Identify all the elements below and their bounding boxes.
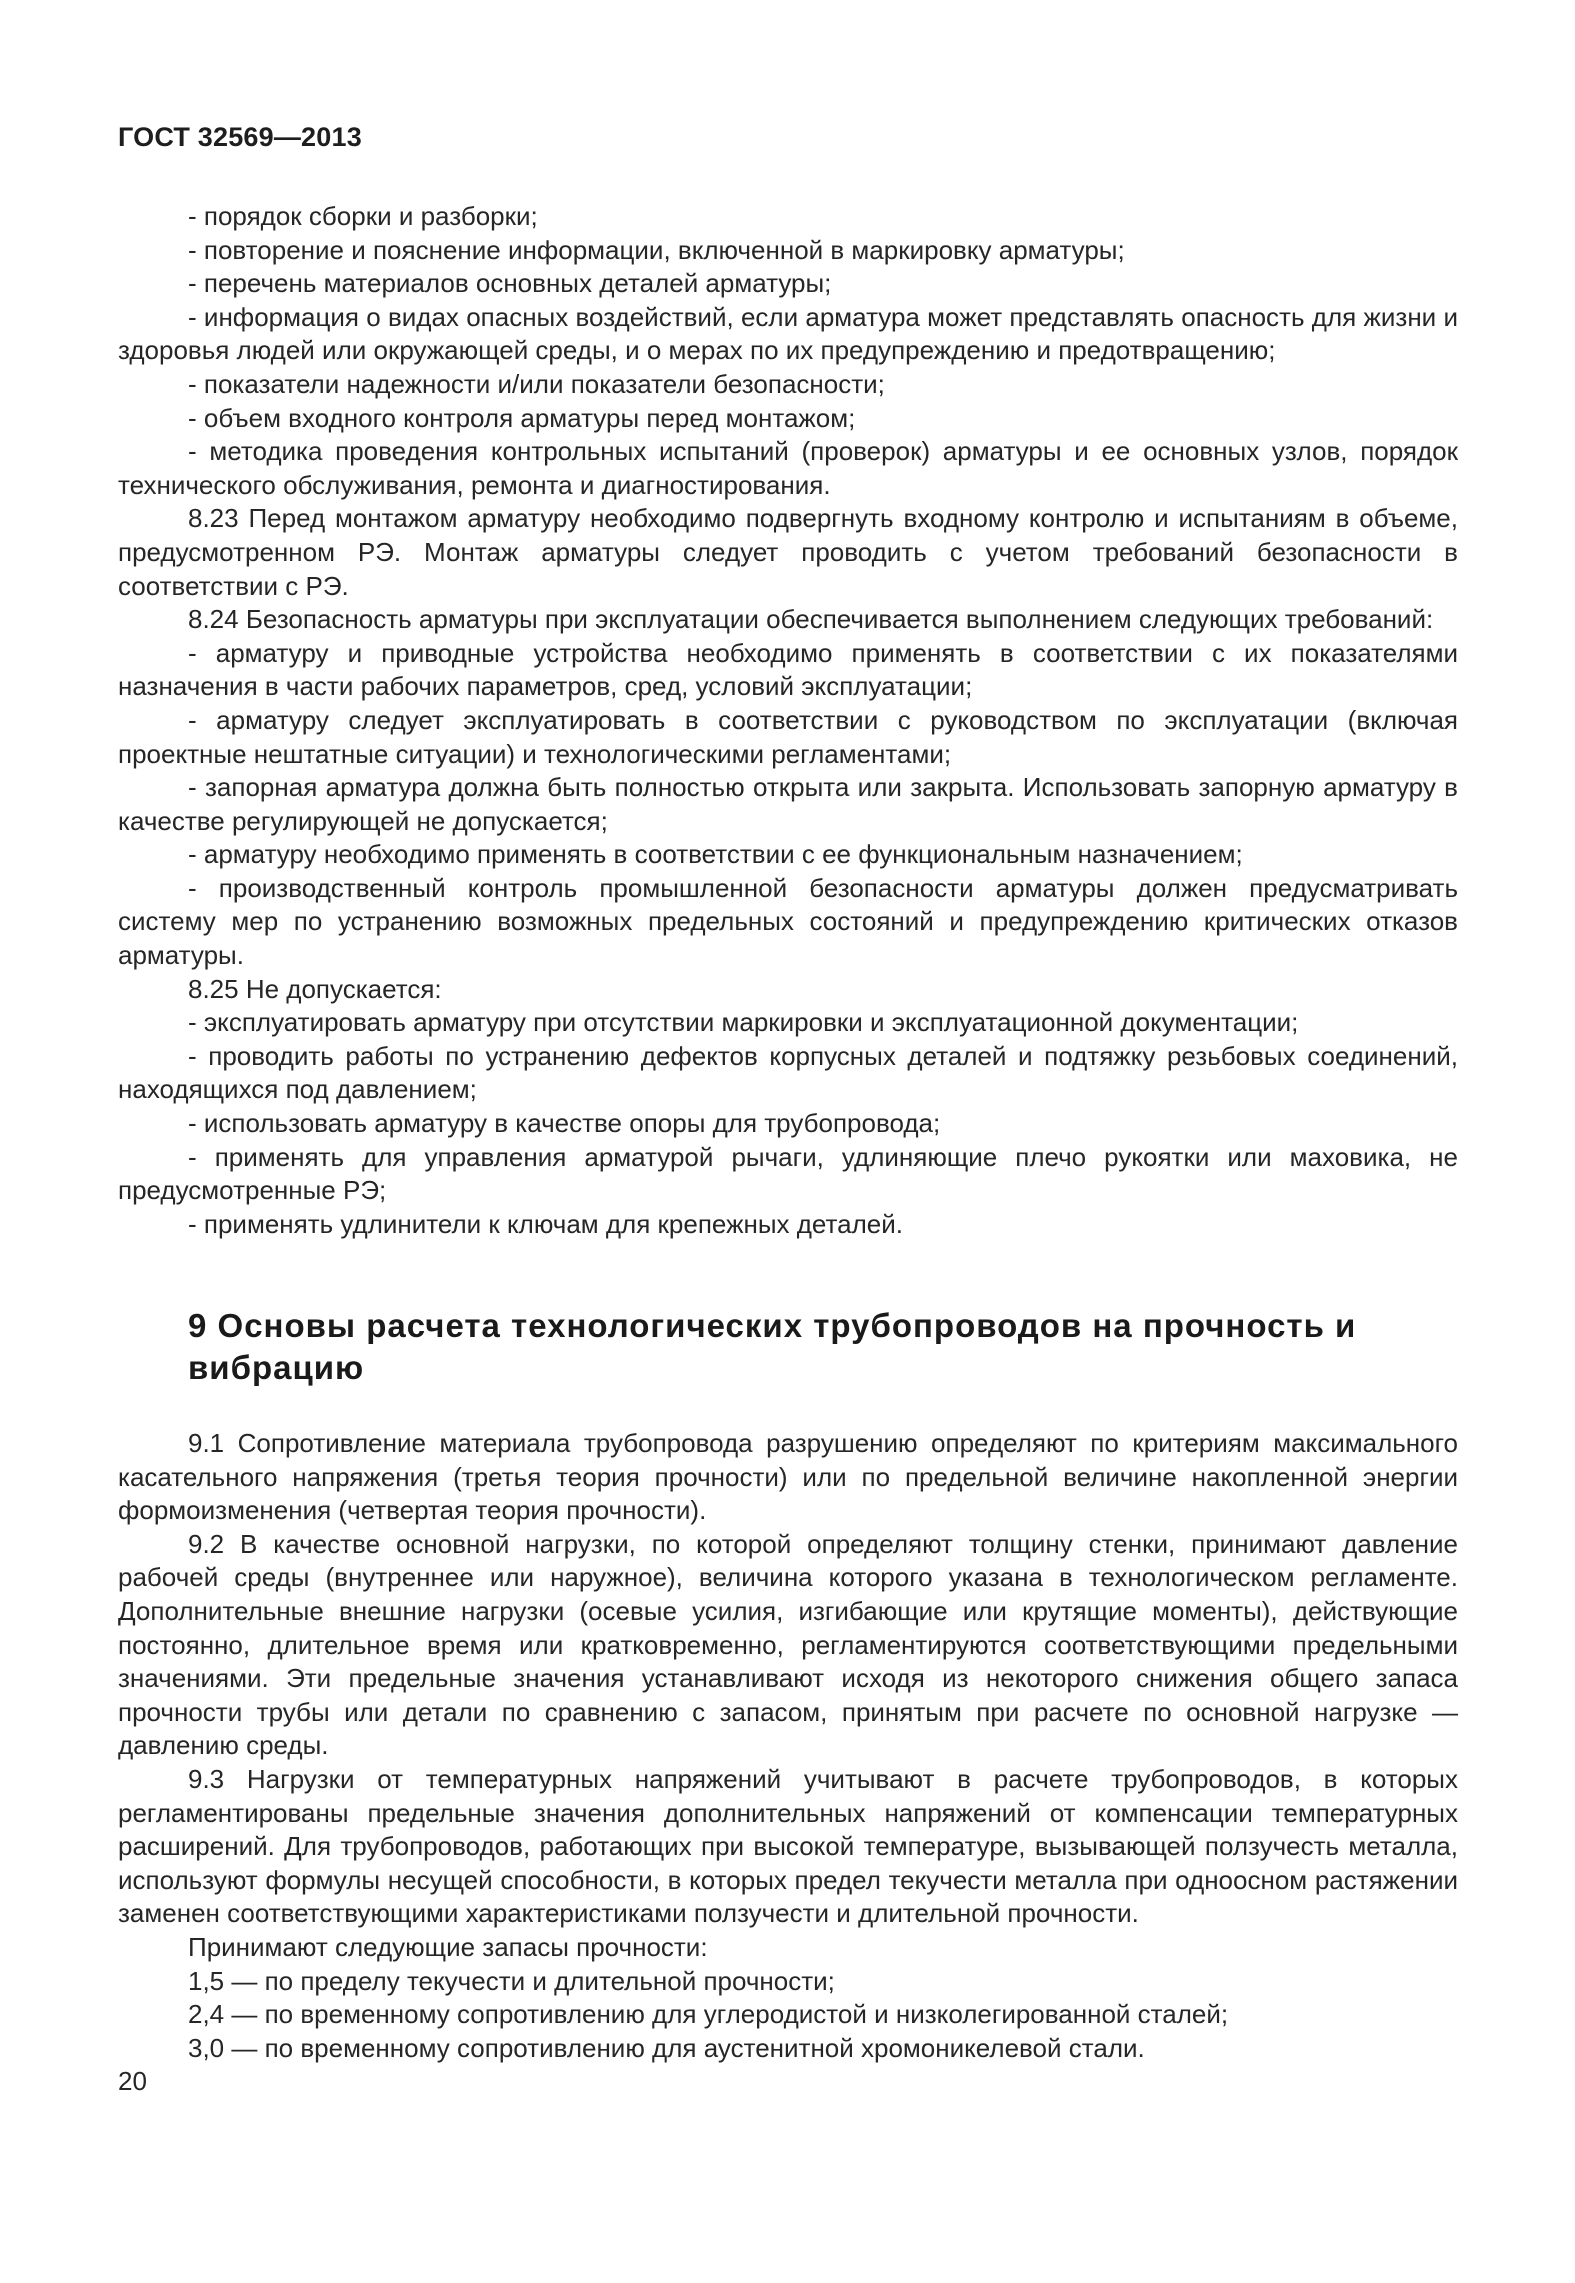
paragraph: - арматуру необходимо применять в соответствии с ее функциональным назначением; — [188, 839, 1243, 870]
paragraph: 3,0 — по временному сопротивлению для аустенитной хромоникелевой стали. — [188, 2032, 1145, 2063]
paragraph: - арматуру и приводные устройства необходимо применять в соответствии с их показателями назначения в части рабочих параметров, сред, условий эксплуатации; — [118, 637, 1458, 702]
paragraph: - перечень материалов основных деталей арматуры; — [188, 268, 832, 299]
paragraph: 2,4 — по временному сопротивлению для углеродистой и низколегированной сталей; — [188, 1999, 1229, 2030]
paragraph: - использовать арматуру в качестве опоры для трубопровода; — [188, 1108, 941, 1139]
paragraph: 8.24 Безопасность арматуры при эксплуатации обеспечивается выполнением следующих требований: — [188, 604, 1434, 635]
paragraph: - производственный контроль промышленной безопасности арматуры должен предусматривать систему мер по устранению возможных предельных состояний и предупреждению критических отказов арматуры. — [118, 872, 1458, 971]
paragraph: 8.23 Перед монтажом арматуру необходимо подвергнуть входному контролю и испытаниям в объеме, предусмотренном РЭ. Монтаж арматуры следует проводить с учетом требований безопасности в соответствии с РЭ. — [118, 503, 1458, 601]
paragraph: - порядок сборки и разборки; — [188, 201, 538, 231]
body-text-top — [118, 200, 1458, 1241]
paragraph: 8.25 Не допускается: — [188, 973, 442, 1004]
paragraph: 1,5 — по пределу текучести и длительной прочности; — [188, 1965, 835, 1996]
body-text-bottom — [118, 1427, 1458, 2065]
paragraph: Принимают следующие запасы прочности: — [188, 1931, 708, 1962]
paragraph: - повторение и пояснение информации, включенной в маркировку арматуры; — [188, 234, 1125, 265]
paragraph: - запорная арматура должна быть полностью открыта или закрыта. Использовать запорную арматуру в качестве регулирующей не допускается; — [118, 772, 1458, 836]
paragraph: - применять для управления арматурой рычаги, удлиняющие плечо рукоятки или маховика, не предусмотренные РЭ; — [118, 1141, 1458, 1206]
paragraph: - арматуру следует эксплуатировать в соответствии с руководством по эксплуатации (включая проектные нештатные ситуации) и технологическими регламентами; — [118, 704, 1458, 769]
paragraph: - применять удлинители к ключам для крепежных деталей. — [188, 1208, 903, 1239]
paragraph: - объем входного контроля арматуры перед монтажом; — [188, 402, 856, 433]
paragraph: - эксплуатировать арматуру при отсутствии маркировки и эксплуатационной документации; — [188, 1007, 1299, 1038]
paragraph: - показатели надежности и/или показатели безопасности; — [188, 368, 885, 399]
paragraph: - информация о видах опасных воздействий, если арматура может представлять опасность для жизни и здоровья людей или окружающей среды, и о мерах по их предупреждению и предотвращению; — [118, 301, 1458, 366]
paragraph: 9.3 Нагрузки от температурных напряжений учитывают в расчете трубопроводов, в которых регламентированы предельные значения дополнительных напряжений от компенсации температурных расширений. Для трубопроводов, работающих при высокой температуре, вызывающей ползучесть металла, используют формулы несущей способности, в которых предел текучести металла при одноосном растяжении заменен соответствующими характеристиками ползучести и длительной прочности. — [118, 1763, 1458, 1929]
paragraph: 9.1 Сопротивление материала трубопровода разрушению определяют по критериям максимального касательного напряжения (третья теория прочности) или по предельной величине накопленной энергии формоизменения (четвертая теория прочности). — [118, 1428, 1458, 1526]
paragraph: - методика проведения контрольных испытаний (проверок) арматуры и ее основных узлов, порядок технического обслуживания, ремонта и диагностирования. — [118, 436, 1458, 500]
page-number: 20 — [118, 2066, 147, 2096]
paragraph: 9.2 В качестве основной нагрузки, по которой определяют толщину стенки, принимают давление рабочей среды (внутреннее или наружное), величина которого указана в технологическом регламенте. Дополнительные внешние нагрузки (осевые усилия, изгибающие или крутящие моменты), действующие постоянно, длительное время или кратковременно, регламентируются соответствующими предельными значениями. Эти предельные значения устанавливают исходя из некоторого снижения общего запаса прочности трубы или детали по сравнению с запасом, принятым при расчете по основной нагрузке — давлению среды. — [118, 1528, 1458, 1761]
paragraph: - проводить работы по устранению дефектов корпусных деталей и подтяжку резьбовых соединений, находящихся под давлением; — [118, 1040, 1458, 1105]
document-header: ГОСТ 32569—2013 — [118, 122, 362, 152]
section-heading: 9 Основы расчета технологических трубопроводов на прочность и вибрацию — [188, 1307, 1357, 1386]
